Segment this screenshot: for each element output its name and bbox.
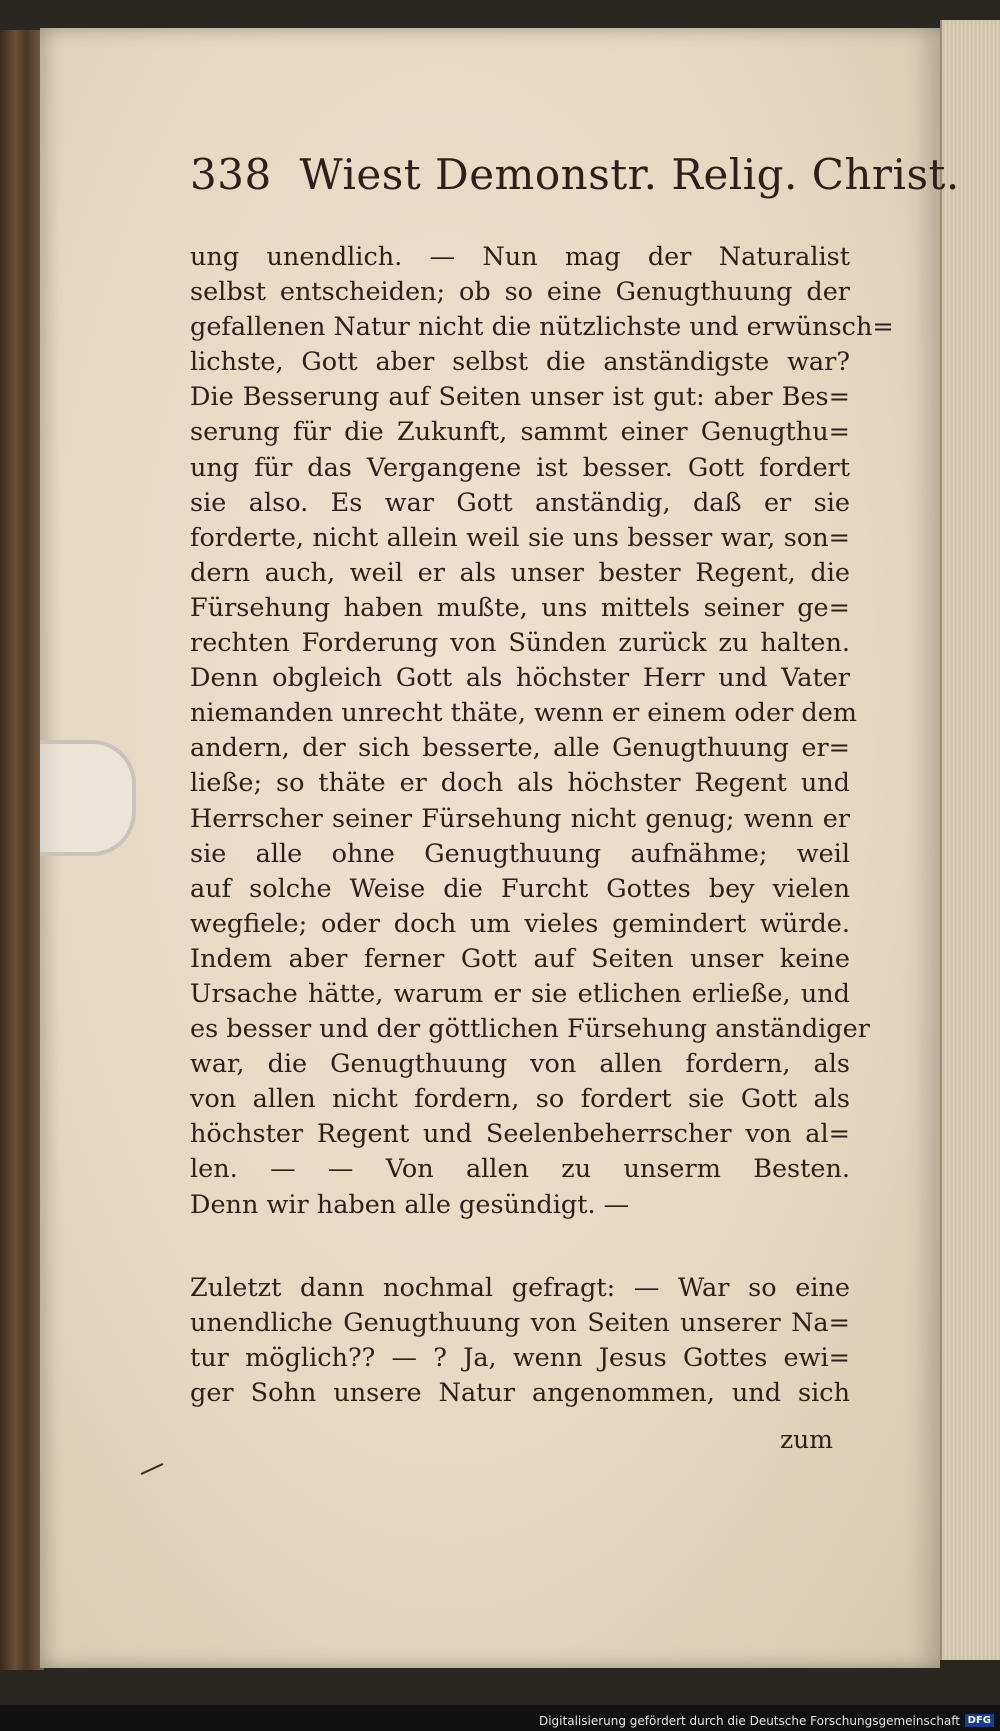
running-header <box>190 150 960 199</box>
page-number: 338 <box>190 150 272 199</box>
text-line: Denn obgleich Gott als höchster Herr und Vater <box>190 663 850 694</box>
book-spine <box>0 30 44 1670</box>
text-line: Indem aber ferner Gott auf Seiten unser keine <box>190 943 850 974</box>
text-line: Herrscher seiner Fürsehung nicht genug; wenn er <box>190 803 850 834</box>
page-block-edges <box>940 20 1000 1660</box>
main-text <box>190 240 894 1411</box>
text-line: gefallenen Natur nicht die nützlichste und erwünsch= <box>190 312 894 343</box>
text-line: wegfiele; oder doch um vieles gemindert würde. <box>190 908 850 939</box>
text-line: len. — — Von allen zu unserm Besten. <box>190 1154 850 1185</box>
text-line: ger Sohn unsere Natur angenommen, und sich <box>190 1377 850 1408</box>
text-line: niemanden unrecht thäte, wenn er einem oder dem <box>190 698 857 729</box>
text-line: Ursache hätte, warum er sie etlichen erließe, und <box>190 978 850 1009</box>
text-line: von allen nicht fordern, so fordert sie Gott als <box>190 1084 850 1115</box>
footer-bar <box>0 1705 1000 1731</box>
text-line: ließe; so thäte er doch als höchster Regent und <box>190 768 850 799</box>
text-line: lichste, Gott aber selbst die anständigste war? <box>190 347 850 378</box>
text-line: dern auch, weil er als unser bester Regent, die <box>190 557 850 588</box>
text-line: sie also. Es war Gott anständig, daß er sie <box>190 487 850 518</box>
text-line: unendliche Genugthuung von Seiten unserer Na= <box>190 1307 850 1338</box>
digitization-credit: Digitalisierung gefördert durch die Deutsche Forschungsgemeinschaft <box>538 1714 960 1728</box>
text-line: Denn wir haben alle gesündigt. — <box>190 1189 630 1220</box>
text-line: ung für das Vergangene ist besser. Gott fordert <box>190 452 850 483</box>
dfg-logo: DFG <box>965 1714 994 1727</box>
text-line: war, die Genugthuung von allen fordern, als <box>190 1049 850 1080</box>
text-line: andern, der sich besserte, alle Genugthuung er= <box>190 733 850 764</box>
text-line: sie alle ohne Genugthuung aufnähme; weil <box>190 838 850 869</box>
text-line: Zuletzt dann nochmal gefragt: — War so eine <box>190 1272 850 1303</box>
catchword: zum <box>780 1425 833 1454</box>
paragraph-gap <box>190 1223 850 1271</box>
text-line: auf solche Weise die Furcht Gottes bey vielen <box>190 873 850 904</box>
text-line: Fürsehung haben mußte, uns mittels seiner ge= <box>190 592 850 623</box>
text-line: höchster Regent und Seelenbeherrscher von al= <box>190 1119 850 1150</box>
running-title: Wiest Demonstr. Relig. Christ. <box>299 150 960 199</box>
text-line: Die Besserung auf Seiten unser ist gut: aber Bes= <box>190 382 850 413</box>
page-clip <box>40 740 136 856</box>
text-line: es besser und der göttlichen Fürsehung anständiger <box>190 1014 870 1045</box>
text-line: forderte, nicht allein weil sie uns besser war, son= <box>190 522 850 553</box>
text-line: ung unendlich. — Nun mag der Naturalist <box>190 242 850 272</box>
text-line: rechten Forderung von Sünden zurück zu halten. <box>190 628 850 659</box>
text-line: serung für die Zukunft, sammt einer Genugthu= <box>190 417 850 448</box>
text-line: tur möglich?? — ? Ja, wenn Jesus Gottes ewi= <box>190 1342 850 1373</box>
text-line: selbst entscheiden; ob so eine Genugthuung der <box>190 277 850 308</box>
